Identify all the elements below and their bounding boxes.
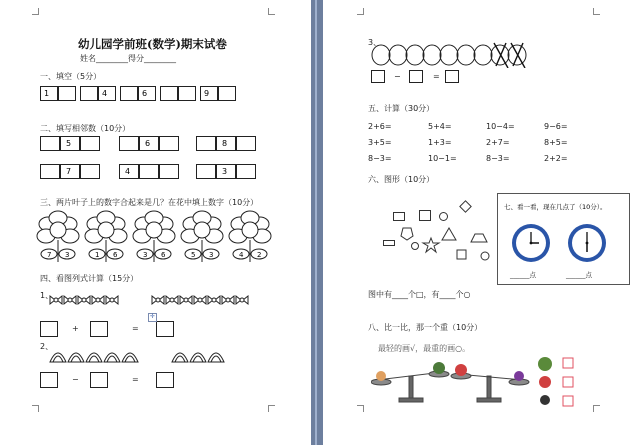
neighbor-cell: 3 — [216, 164, 236, 179]
leaf-number: 4 — [239, 251, 244, 259]
shell-item — [172, 353, 188, 362]
shape-count-question[interactable]: 图中有____个□，有____个○ — [368, 290, 471, 299]
crop-mark — [357, 405, 364, 412]
clock-answer-2[interactable]: ______点 — [566, 271, 592, 279]
name-score-line[interactable]: 姓名________得分________ — [80, 54, 176, 63]
crop-mark — [268, 405, 275, 412]
number-cell[interactable] — [160, 86, 178, 101]
section6-heading: 六、图形（10分） — [368, 175, 435, 184]
crop-mark — [268, 8, 275, 15]
circle-item — [457, 45, 475, 65]
shape-cluster — [399, 222, 499, 262]
crop-mark — [32, 8, 39, 15]
calc-item[interactable]: 2+2= — [544, 154, 568, 163]
square-shape — [419, 210, 431, 221]
circle-item — [474, 45, 492, 65]
neighbor-cell: 6 — [139, 136, 159, 151]
answer-box[interactable] — [40, 321, 58, 337]
question-2-label: 2、 — [40, 342, 54, 351]
neighbor-cell[interactable] — [80, 164, 100, 179]
neighbor-cell[interactable] — [40, 164, 60, 179]
answer-box[interactable] — [371, 70, 385, 83]
gutter-highlight — [315, 0, 317, 445]
shell-item — [190, 353, 206, 362]
neighbor-cell: 5 — [60, 136, 80, 151]
calc-item[interactable]: 10−1= — [428, 154, 457, 163]
question-1-label: 1、 — [40, 291, 54, 300]
leaf-number: 7 — [47, 251, 52, 259]
number-cell[interactable] — [58, 86, 76, 101]
flower — [133, 211, 175, 262]
answer-box[interactable] — [156, 372, 174, 388]
neighbor-cell[interactable] — [159, 164, 179, 179]
neighbor-cell[interactable] — [119, 136, 139, 151]
calc-item[interactable]: 2+6= — [368, 122, 392, 131]
calc-item[interactable]: 5+4= — [428, 122, 452, 131]
circle-item — [389, 45, 407, 65]
number-cell: 6 — [138, 86, 156, 101]
shell-item — [50, 353, 66, 362]
minus-sign: − — [72, 375, 79, 384]
neighbor-number-grid — [40, 136, 280, 182]
answer-box[interactable] — [445, 70, 459, 83]
calc-item[interactable]: 10−4= — [486, 122, 515, 131]
section2-heading: 二、填写相邻数（10分） — [40, 124, 131, 133]
neighbor-cell[interactable] — [236, 164, 256, 179]
question-3-label: 3、 — [368, 38, 382, 47]
circle-item — [406, 45, 424, 65]
neighbor-cell[interactable] — [159, 136, 179, 151]
section4-heading: 四、看图列式计算（15分） — [40, 274, 139, 283]
section1-heading: 一、填空（5分） — [40, 72, 102, 81]
calc-item[interactable]: 2+7= — [486, 138, 510, 147]
neighbor-cell: 7 — [60, 164, 80, 179]
answer-box[interactable] — [40, 372, 58, 388]
calc-item[interactable]: 8−3= — [486, 154, 510, 163]
q1-figures — [46, 288, 276, 312]
rectangle-shape — [393, 212, 405, 221]
shell-item — [68, 353, 84, 362]
number-cell[interactable] — [120, 86, 138, 101]
minus-sign: − — [394, 72, 401, 81]
fill-number-row — [40, 86, 220, 101]
produce-items — [535, 354, 605, 412]
circles-figure — [371, 42, 551, 68]
flower — [37, 211, 79, 262]
calc-item[interactable]: 8+5= — [544, 138, 568, 147]
clock-answer-1[interactable]: ______点 — [510, 271, 536, 279]
flower — [85, 211, 127, 262]
clock-question-box — [497, 193, 630, 285]
left-page — [0, 0, 311, 445]
flower — [229, 211, 271, 262]
clock-prompt: 七、看一看，现在几点了（10分）。 — [504, 203, 607, 211]
leaf-number: 5 — [191, 251, 196, 259]
equals-sign: = — [433, 72, 440, 81]
section5-heading: 五、计算（30分） — [368, 104, 435, 113]
circle-item — [372, 45, 390, 65]
calc-item[interactable]: 3+5= — [368, 138, 392, 147]
leaf-number: 1 — [95, 251, 100, 259]
neighbor-cell[interactable] — [139, 164, 159, 179]
flowers-row — [36, 210, 276, 274]
right-page — [323, 0, 634, 445]
section8-heading: 八、比一比，那一个重（10分） — [368, 323, 483, 332]
rectangle-shape — [383, 240, 395, 246]
neighbor-cell[interactable] — [40, 136, 60, 151]
equals-sign: = — [132, 375, 139, 384]
leaf-number: 6 — [113, 251, 118, 259]
calc-item[interactable]: 9−6= — [544, 122, 568, 131]
shell-item — [122, 353, 138, 362]
circle-shape — [439, 212, 448, 221]
weight-hint: 最轻的画√，最重的画○。 — [378, 344, 471, 353]
shell-item — [208, 353, 224, 362]
answer-box[interactable] — [156, 321, 174, 337]
leaf-number: 3 — [65, 251, 70, 259]
neighbor-cell[interactable] — [196, 164, 216, 179]
number-cell: 1 — [40, 86, 58, 101]
table-move-handle[interactable]: ✛ — [149, 313, 156, 320]
number-cell[interactable] — [178, 86, 196, 101]
answer-box[interactable] — [409, 70, 423, 83]
calc-item[interactable]: 8−3= — [368, 154, 392, 163]
neighbor-cell: 8 — [216, 136, 236, 151]
answer-box[interactable] — [90, 372, 108, 388]
crop-mark — [593, 8, 600, 15]
crop-mark — [357, 8, 364, 15]
page-gutter — [311, 0, 323, 445]
leaf-number: 3 — [209, 251, 214, 259]
answer-box[interactable] — [90, 321, 108, 337]
calc-grid — [368, 122, 608, 168]
flower — [181, 211, 223, 262]
neighbor-cell: 4 — [119, 164, 139, 179]
number-cell[interactable] — [80, 86, 98, 101]
number-cell[interactable] — [218, 86, 236, 101]
clock-icon — [568, 224, 606, 262]
calc-item[interactable]: 1+3= — [428, 138, 452, 147]
shell-item — [86, 353, 102, 362]
diamond-shape — [459, 200, 472, 213]
leaf-number: 2 — [257, 251, 262, 259]
neighbor-cell[interactable] — [80, 136, 100, 151]
plus-sign: + — [72, 324, 79, 333]
section3-heading: 三、两片叶子上的数字合起来是几？在花中填上数字（10分） — [40, 198, 259, 207]
q2-figures — [48, 342, 278, 368]
shell-item — [104, 353, 120, 362]
crop-mark — [32, 405, 39, 412]
leaf-number: 3 — [143, 251, 148, 259]
neighbor-cell[interactable] — [196, 136, 216, 151]
circle-item — [440, 45, 458, 65]
equals-sign: = — [132, 324, 139, 333]
neighbor-cell[interactable] — [236, 136, 256, 151]
leaf-number: 6 — [161, 251, 166, 259]
clock-icon — [512, 224, 550, 262]
number-cell: 4 — [98, 86, 116, 101]
exam-title: 幼儿园学前班(数学)期末试卷 — [78, 37, 227, 51]
circle-item — [423, 45, 441, 65]
number-cell: 9 — [200, 86, 218, 101]
